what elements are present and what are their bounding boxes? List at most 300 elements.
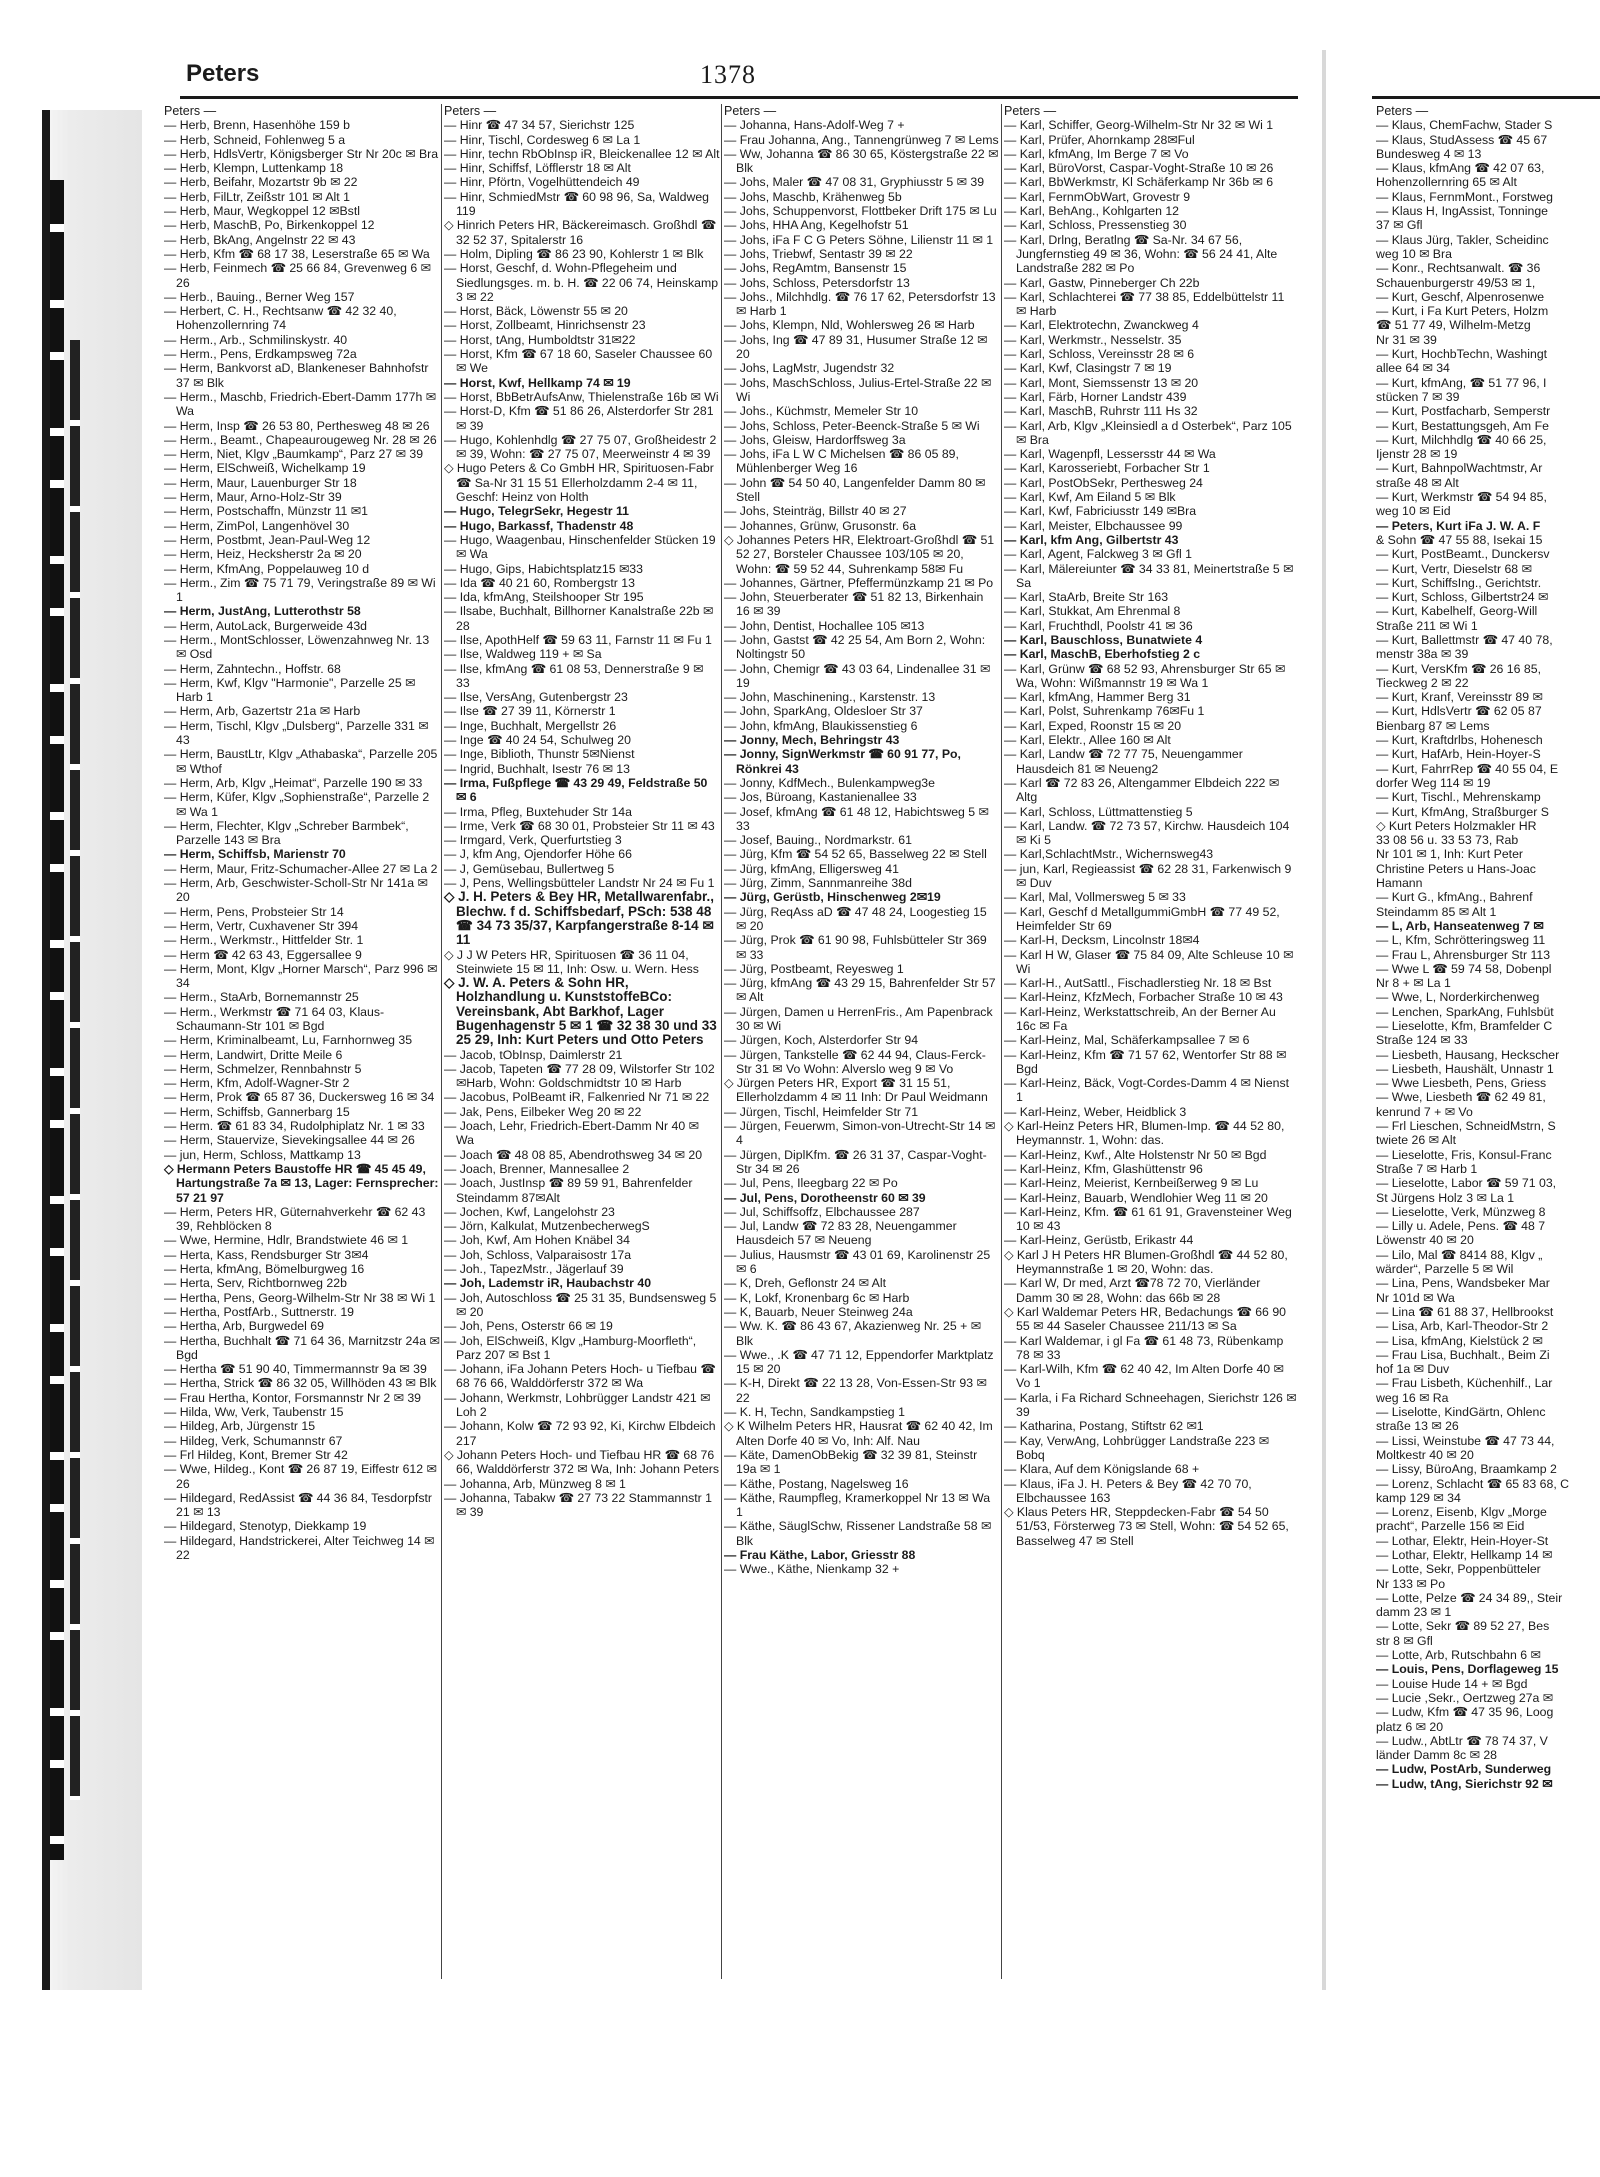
directory-entry: — Johs., Milchhdlg. ☎ 76 17 62, Petersdorfstr 13 ✉ Harb 1 — [724, 289, 996, 319]
directory-entry: — Herm, Schiffsb, Marienstr 70 — [164, 847, 346, 862]
directory-entry: — Jürg, Kfm ☎ 54 52 65, Basselweg 22 ✉ Stell — [724, 847, 987, 862]
directory-entry: — Johs, Gleisw, Hardorffsweg 3a — [724, 432, 906, 447]
directory-entry: ◇ Klaus Peters HR, Steppdecken-Fabr ☎ 54 50 51/53, Försterweg 73 ✉ Stell, Wohn: ☎ 54 52 65, Basselweg 47 ✉ Stell — [1004, 1505, 1289, 1548]
directory-entry: — Herb, MaschB, Po, Birkenkoppel 12 — [164, 218, 375, 233]
directory-entry: — Herm., StaArb, Bornemannstr 25 — [164, 990, 359, 1005]
directory-entry: — Johs, HHA Ang, Kegelhofstr 51 — [724, 218, 909, 233]
directory-entry: Bienbarg 87 ✉ Lems — [1376, 718, 1490, 733]
directory-entry: — Hertha, Arb, Burgwedel 69 — [164, 1319, 324, 1334]
directory-entry: Straße 124 ✉ 33 — [1376, 1033, 1468, 1048]
directory-entry: — Herm, Arb, Klgv „Heimat“, Parzelle 190 ✉ 33 — [164, 775, 423, 790]
directory-entry: — Herm, Stauervize, Sievekingsallee 44 ✉ 26 — [164, 1133, 415, 1148]
directory-entry: — Herm, Kwf, Klgv "Harmonie", Parzelle 25 ✉ Harb 1 — [164, 675, 416, 705]
directory-entry: — Jochen, Kwf, Langelohstr 23 — [444, 1204, 615, 1219]
directory-entry: Löwenstr 40 ✉ 20 — [1376, 1233, 1474, 1248]
directory-entry: — Karl-Heinz, Kfm ☎ 71 57 62, Wentorfer Str 88 ✉ Bgd — [1004, 1047, 1287, 1076]
directory-entry: — Herm, Niet, Klgv „Baumkamp“, Parz 27 ✉ 39 — [164, 447, 424, 462]
directory-entry: — Ww, Johanna ☎ 86 30 65, Köstergstraße 22 ✉ Blk — [724, 146, 999, 176]
directory-entry: stücken 7 ✉ 39 — [1376, 389, 1460, 404]
directory-entry: — Karl, Agent, Falckweg 3 ✉ Gfl 1 — [1004, 547, 1193, 562]
directory-entry: — Ingrid, Buchhalt, Isestr 76 ✉ 13 — [444, 761, 630, 776]
directory-entry: — Jürgen, Damen u HerrenFris., Am Papenbrack 30 ✉ Wi — [724, 1004, 993, 1033]
directory-entry: — Herm, Tischl, Klgv „Dulsberg“, Parzelle 331 ✉ 43 — [164, 718, 429, 748]
directory-entry: — Ilse, VersAng, Gutenbergstr 23 — [444, 690, 628, 705]
directory-entry: — Jul, Pens, Ileegbarg 22 ✉ Po — [724, 1176, 898, 1191]
directory-entry: — Irme, Verk ☎ 68 30 01, Probsteier Str 11 ✉ 43 — [444, 818, 715, 833]
directory-entry: ◇ Karl Waldemar Peters HR, Bedachungs ☎ 66 90 55 ✉ 44 Saseler Chaussee 211/13 ✉ Sa — [1004, 1304, 1286, 1334]
directory-entry: — Ilsabe, Buchhalt, Billhorner Kanalstraße 22b ✉ 28 — [444, 604, 714, 633]
directory-entry: — Johann, Werkmstr, Lohbrügger Landstr 421 ✉ Loh 2 — [444, 1390, 711, 1420]
directory-entry: — Karl, Meister, Elbchaussee 99 — [1004, 518, 1183, 533]
directory-entry: — Herm, Maur, Fritz-Schumacher-Allee 27 ✉ La 2 — [164, 861, 438, 876]
directory-entry: — John, Steuerberater ☎ 51 82 13, Birkenhain 16 ✉ 39 — [724, 590, 984, 619]
directory-entry: — Johs, Maler ☎ 47 08 31, Gryphiusstr 5 ✉ 39 — [724, 175, 985, 190]
directory-entry: — Josef, kfmAng ☎ 61 48 12, Habichtsweg 5 ✉ 33 — [724, 804, 989, 833]
directory-entry: twiete 26 ✉ Alt — [1376, 1133, 1457, 1148]
directory-entry: Straße 211 ✉ Wi 1 — [1376, 618, 1478, 633]
directory-entry: — Karl-H., AutSattl., Fischadlerstieg Nr. 18 ✉ Bst — [1004, 976, 1272, 991]
directory-column-2 — [442, 104, 720, 1984]
directory-entry: — Herbert, C. H., Rechtsanw ☎ 42 32 40, Hohenzollernring 74 — [164, 304, 397, 333]
directory-entry: — Karl-Heinz, Bäck, Vogt-Cordes-Damm 4 ✉ Nienst 1 — [1004, 1076, 1290, 1105]
directory-entry: — K, Dreh, Geflonstr 24 ✉ Alt — [724, 1276, 887, 1291]
directory-entry: — Horst, Kwf, Hellkamp 74 ✉ 19 — [444, 375, 631, 390]
directory-entry: — Herta, Serv, Richtbornweg 22b — [164, 1276, 347, 1291]
directory-entry: — Hugo, Waagenbau, Hinschenfelder Stücken 19 ✉ Wa — [444, 532, 716, 562]
directory-entry: — Herm, Zahntechn., Hoffstr. 68 — [164, 661, 341, 676]
directory-entry: — Kurt, i Fa Kurt Peters, Holzm — [1376, 304, 1549, 319]
directory-entry: — Lenchen, SparkAng, Fuhlsbüt — [1376, 1004, 1554, 1019]
directory-entry: — Herm, Arb, Gazertstr 21a ✉ Harb — [164, 704, 361, 719]
directory-entry: — Wwe Liesbeth, Pens, Griess — [1376, 1076, 1547, 1091]
directory-entry: — Horst-D, Kfm ☎ 51 86 26, Alsterdorfer Str 281 ✉ 39 — [444, 404, 714, 433]
directory-entry: — Karl, Exped, Roonstr 15 ✉ 20 — [1004, 718, 1182, 733]
directory-entry: — Herm, Vertr, Cuxhavener Str 394 — [164, 918, 359, 933]
directory-entry: Hamann — [1376, 876, 1423, 891]
directory-entry: — Karl, Landw ☎ 72 77 75, Neuengammer Hausdeich 81 ✉ Neueng2 — [1004, 747, 1243, 776]
directory-entry: pracht“, Parzelle 156 ✉ Eid — [1376, 1519, 1525, 1534]
directory-entry: — Kurt G., kfmAng., Bahrenf — [1376, 890, 1533, 905]
directory-entry: ◇ Karl J H Peters HR Blumen-Großhdl ☎ 44 52 80, Heymannstraße 1 ✉ 20, Wohn: das. — [1004, 1247, 1288, 1277]
directory-entry: — Herm, Schiffsb, Gannerbarg 15 — [164, 1104, 350, 1119]
directory-entry: platz 6 ✉ 20 — [1376, 1719, 1444, 1734]
directory-entry: — Hertha ☎ 51 90 40, Timmermannstr 9a ✉ 39 — [164, 1362, 427, 1377]
directory-entry: — Frl Lieschen, SchneidMstrn, S — [1376, 1119, 1556, 1134]
directory-entry: — Louise Hude 14 + ✉ Bgd — [1376, 1676, 1528, 1691]
directory-entry: — Johs, Steinträg, Billstr 40 ✉ 27 — [724, 504, 907, 519]
directory-entry: — Hugo, Gips, Habichtsplatz15 ✉33 — [444, 561, 643, 576]
directory-entry: — L, Arb, Hanseatenweg 7 ✉ — [1376, 918, 1544, 933]
directory-entry: — Lotte, Sekr, Poppenbütteler — [1376, 1562, 1541, 1577]
directory-entry: — Karl-Heinz, Bauarb, Wendlohier Weg 11 ✉ 20 — [1004, 1190, 1268, 1205]
directory-entry: — Johanna, Hans-Adolf-Weg 7 + — [724, 118, 905, 133]
directory-entry: — Lissi, Weinstube ☎ 47 73 44, — [1376, 1433, 1555, 1448]
directory-entry: — Kurt, Postfacharb, Semperstr — [1376, 404, 1551, 419]
directory-entry: — Lieselotte, Verk, Münzweg 8 — [1376, 1204, 1546, 1219]
directory-entry: — Herb, Schneid, Fohlenweg 5 a — [164, 132, 346, 147]
directory-entry: — Herm, JustAng, Lutterothstr 58 — [164, 604, 361, 619]
directory-entry: — Johs, Maschb, Krähenweg 5b — [724, 189, 902, 204]
directory-entry: — Jacob, tObInsp, Daimlerstr 21 — [444, 1047, 623, 1062]
directory-entry: — Kurt, Kraftdrlbs, Hohenesch — [1376, 733, 1543, 748]
directory-entry: — Ilse, Waldweg 119 + ✉ Sa — [444, 647, 602, 662]
directory-entry: — Jürg, kfmAng ☎ 43 29 15, Bahrenfelder Str 57 ✉ Alt — [724, 976, 996, 1005]
directory-entry: — John ☎ 54 50 40, Langenfelder Damm 80 ✉ Stell — [724, 475, 986, 505]
directory-entry: — Herb, HdlsVertr, Königsberger Str Nr 20c ✉ Bra — [164, 146, 439, 161]
running-head: Peters — [186, 60, 260, 87]
directory-entry: — Joh., TapezMstr., Jägerlauf 39 — [444, 1262, 624, 1277]
binding-shadow-stripe — [50, 180, 64, 1860]
directory-entry: — Horst, BbBetrAufsAnw, Thielenstraße 16b ✉ Wi — [444, 389, 719, 404]
directory-entry: Nr 31 ✉ 39 — [1376, 332, 1437, 347]
directory-entry: — Lorenz, Schlacht ☎ 65 83 68, C — [1376, 1476, 1570, 1491]
directory-entry: — Karl, PostObSekr, Perthesweg 24 — [1004, 475, 1203, 490]
directory-entry: — J, kfm Ang, Ojendorfer Höhe 66 — [444, 847, 632, 862]
directory-entry: — K, Lokf, Kronenbarg 6c ✉ Harb — [724, 1290, 910, 1305]
directory-entry: — Lucie ,Sekr., Oertzweg 27a ✉ — [1376, 1690, 1554, 1705]
directory-entry: Steindamm 85 ✉ Alt 1 — [1376, 904, 1497, 919]
directory-entry: — Kurt, Tischl., Mehrenskamp — [1376, 790, 1541, 805]
directory-entry: — Jürgen, Koch, Alsterdorfer Str 94 — [724, 1033, 919, 1048]
directory-entry: — Herta, Kass, Rendsburger Str 3✉4 — [164, 1247, 369, 1262]
directory-entry: — Joh, Lademstr iR, Haubachstr 40 — [444, 1276, 652, 1291]
directory-entry: ◇ Johann Peters Hoch- und Tiefbau HR ☎ 68 76 66, Walddörferstr 372 ✉ Wa, Inh: Johann Peters — [444, 1447, 719, 1477]
directory-entry: — Frl Hildeg, Kont, Bremer Str 42 — [164, 1447, 348, 1462]
directory-entry: — Hugo, Kohlenhdlg ☎ 27 75 07, Großheidestr 2 ✉ 39, Wohn: ☎ 27 75 07, Meerweinstr 4 ✉ 39 — [444, 432, 717, 462]
column-heading: Peters — — [724, 104, 777, 118]
directory-entry: — Klaus, FernmMont., Forstweg — [1376, 189, 1553, 204]
directory-entry: — Jul, Schiffsoffz, Elbchaussee 287 — [724, 1204, 920, 1219]
directory-entry: — Johanna, Arb, Münzweg 8 ✉ 1 — [444, 1476, 626, 1491]
directory-entry: ◇ Hugo Peters & Co GmbH HR, Spirituosen-Fabr ☎ Sa-Nr 31 15 51 Ellerholzdamm 2-4 ✉ 11, Geschf: Heinz von Holth — [444, 461, 714, 505]
directory-entry: 33 08 56 u. 33 53 73, Rab — [1376, 833, 1519, 848]
directory-entry: menstr 38a ✉ 39 — [1376, 647, 1469, 662]
directory-entry: — Jürg, ReqAss aD ☎ 47 48 24, Loogestieg 15 ✉ 20 — [724, 904, 987, 933]
directory-entry: — Kurt, HochbTechn, Washingt — [1376, 347, 1548, 362]
directory-entry: — Herm, Bankvorst aD, Blankeneser Bahnhofstr 37 ✉ Blk — [164, 361, 429, 390]
directory-entry: — John, Chemigr ☎ 43 03 64, Lindenallee 31 ✉ 19 — [724, 661, 991, 690]
directory-entry: — Johs, RegAmtm, Bansenstr 15 — [724, 261, 907, 276]
directory-entry: ◇ K Wilhelm Peters HR, Hausrat ☎ 62 40 42, Im Alten Dorfe 40 ✉ Vo, Inh: Alf. Nau — [724, 1419, 993, 1448]
directory-entry: — Kurt, KfmAng, Straßburger S — [1376, 804, 1549, 819]
directory-entry: — Herm, Postbmt, Jean-Paul-Weg 12 — [164, 532, 371, 547]
directory-entry: — Lorenz, Eisenb, Klgv „Morge — [1376, 1505, 1547, 1520]
directory-entry: — Karl, Werkmstr., Nesselstr. 35 — [1004, 332, 1182, 347]
directory-entry: — Inge, Buchhalt, Mergellstr 26 — [444, 718, 617, 733]
directory-entry: — Jul, Pens, Dorotheenstr 60 ✉ 39 — [724, 1190, 926, 1205]
directory-entry: — Inge, Biblioth, Thunstr 5✉Nienst — [444, 747, 635, 762]
directory-entry: — Käthe, Raumpfleg, Kramerkoppel Nr 13 ✉ Wa 1 — [724, 1490, 991, 1520]
directory-entry: — Liesbeth, Hausang, Heckscher — [1376, 1047, 1560, 1062]
directory-entry: — Jacobus, PolBeamt iR, Falkenried Nr 71 ✉ 22 — [444, 1090, 710, 1105]
directory-entry: — Jürg, kfmAng, Elligersweg 41 — [724, 861, 899, 876]
page-number: 1378 — [700, 60, 756, 89]
directory-entry: — Jürgen, DiplKfm. ☎ 26 31 37, Caspar-Voght-Str 34 ✉ 26 — [724, 1147, 987, 1176]
directory-entry: — jun, Herm, Schloss, Mattkamp 13 — [164, 1147, 361, 1162]
directory-entry: — Karl, BbWerkmstr, Kl Schäferkamp Nr 36b ✉ 6 — [1004, 175, 1274, 190]
directory-entry: Bundesweg 4 ✉ 13 — [1376, 146, 1482, 161]
directory-entry: — Hildegard, Handstrickerei, Alter Teichweg 14 ✉ 22 — [164, 1533, 435, 1562]
directory-entry: — Ida, kfmAng, Steilshooper Str 195 — [444, 590, 644, 605]
directory-entry: — Herm, Schmelzer, Rennbahnstr 5 — [164, 1061, 362, 1076]
directory-entry: — Ilse, kfmAng ☎ 61 08 53, Dennerstraße 9 ✉ 33 — [444, 661, 704, 690]
directory-column-3 — [722, 104, 1000, 1984]
directory-entry: — Irma, Pfleg, Buxtehuder Str 14a — [444, 804, 632, 819]
directory-entry: — Karl, Arb, Klgv „Kleinsiedl a d Osterbek“, Parz 105 ✉ Bra — [1004, 418, 1292, 447]
directory-entry: — Jul, Landw ☎ 72 83 28, Neuengammer Hausdeich 57 ✉ Neueng — [724, 1219, 957, 1248]
directory-entry: — Kurt, Schloss, Gilbertstr24 ✉ — [1376, 590, 1549, 605]
directory-entry: — Joh, ElSchweiß, Klgv „Hamburg-Moorfleth“, Parz 207 ✉ Bst 1 — [444, 1333, 697, 1362]
directory-entry: — Katharina, Postang, Stiftstr 62 ✉1 — [1004, 1419, 1204, 1434]
directory-entry: — Herm, Kfm, Adolf-Wagner-Str 2 — [164, 1076, 350, 1091]
directory-column-1 — [162, 104, 440, 1984]
directory-entry: — J, Pens, Wellingsbütteler Landstr Nr 24 ✉ Fu 1 — [444, 876, 715, 891]
directory-entry: — Herm, Arb, Geschwister-Scholl-Str Nr 141a ✉ 20 — [164, 876, 428, 905]
directory-entry: — Johann, iFa Johann Peters Hoch- u Tiefbau ☎ 68 76 66, Walddörferstr 372 ✉ Wa — [444, 1362, 716, 1391]
directory-entry: — Johs, Klempn, Nld, Wohlersweg 26 ✉ Harb — [724, 318, 975, 333]
directory-entry: — Kurt, Geschf, Alpenrosenwe — [1376, 289, 1545, 304]
binding-shadow-stripe — [70, 340, 80, 1800]
directory-entry: — Jonny, SignWerkmstr ☎ 60 91 77, Po, Rönkrei 43 — [724, 747, 961, 776]
directory-entry: — Irma, Fußpflege ☎ 43 29 49, Feldstraße 50 ✉ 6 — [444, 775, 708, 805]
directory-entry: — Joach ☎ 48 08 85, Abendrothsweg 34 ✉ 20 — [444, 1147, 703, 1162]
directory-entry: — Johs, Triebwf, Sentastr 39 ✉ 22 — [724, 246, 913, 261]
directory-entry: Nr 101 ✉ 1, Inh: Kurt Peter — [1376, 847, 1524, 862]
directory-entry: — Käthe, SäuglSchw, Rissener Landstraße 58 ✉ Blk — [724, 1519, 992, 1548]
directory-entry: — Ludw, Kfm ☎ 47 35 96, Loog — [1376, 1705, 1554, 1720]
directory-entry: — Herm., Arb., Schmilinskystr. 40 — [164, 332, 348, 347]
directory-entry: Schauenburgerstr 49/53 ✉ 1, — [1376, 275, 1536, 290]
directory-entry: — Johannes, Grünw, Grusonstr. 6a — [724, 518, 917, 533]
directory-entry: — Wwe, Hermine, Hdlr, Brandstwiete 46 ✉ 1 — [164, 1233, 409, 1248]
directory-entry: dorfer Weg 114 ✉ 19 — [1376, 775, 1491, 790]
directory-entry: — Karl, Wagenpfl, Lessersstr 44 ✉ Wa — [1004, 447, 1216, 462]
directory-entry: — Hugo, TelegrSekr, Hegestr 11 — [444, 504, 629, 519]
directory-entry: — Lina ☎ 61 88 37, Hellbrookst — [1376, 1304, 1554, 1319]
directory-entry: — Herm., Maschb, Friedrich-Ebert-Damm 177h ✉ Wa — [164, 389, 437, 419]
facing-page-column — [1374, 104, 1600, 1984]
directory-entry: — Jonny, KdfMech., Bulenkampweg3e — [724, 775, 935, 790]
directory-entry: — Joh, Autoschloss ☎ 25 31 35, Bundsensweg 5 ✉ 20 — [444, 1290, 717, 1319]
directory-entry: — Kurt, kfmAng, ☎ 51 77 96, I — [1376, 375, 1547, 390]
directory-entry: ◇ J. W. A. Peters & Sohn HR, Holzhandlung u. KunststoffeBCo: Vereinsbank, Abt Barkhof, Lager Bugenhagenstr 5 ✉ 1 ☎ 32 38 30 und 33 25 29, Inh: Kurt Peters und Otto Peters — [444, 975, 717, 1048]
directory-entry: — Karl, Färb, Horner Landstr 439 — [1004, 389, 1187, 404]
directory-entry: — Hildeg, Arb, Jürgenstr 15 — [164, 1419, 316, 1434]
directory-entry: Ijenstr 28 ✉ 19 — [1376, 447, 1458, 462]
directory-entry: — Wwe, Liesbeth ☎ 62 49 81, — [1376, 1090, 1546, 1105]
directory-entry: — Karl, Karosseriebt, Forbacher Str 1 — [1004, 461, 1210, 476]
directory-entry: Hohenzollernring 65 ✉ Alt — [1376, 175, 1517, 190]
directory-entry: — Herm., Beamt., Chapeaurougeweg Nr. 28 ✉ 26 — [164, 432, 437, 447]
directory-entry: — Karl, Schloss, Pressenstieg 30 — [1004, 218, 1187, 233]
directory-entry: — Karl H W, Glaser ☎ 75 84 09, Alte Schleuse 10 ✉ Wi — [1004, 947, 1294, 976]
directory-entry: — Klaus, StudAssess ☎ 45 67 — [1376, 132, 1548, 147]
directory-entry: — jun, Karl, Regieassist ☎ 62 28 31, Farkenwisch 9 ✉ Duv — [1004, 861, 1292, 891]
directory-entry: — Jürg, Postbeamt, Reyesweg 1 — [724, 961, 904, 976]
directory-entry: — Karl, Elektrotechn, Zwanckweg 4 — [1004, 318, 1199, 333]
directory-entry: ◇ Hermann Peters Baustoffe HR ☎ 45 45 49, Hartungstraße 7a ✉ 13, Lager: Fernsprecher: 57 21 97 — [164, 1161, 439, 1205]
directory-entry: — Herm, AutoLack, Burgerweide 43d — [164, 618, 368, 633]
directory-entry: — Karl, Grünw ☎ 68 52 93, Ahrensburger Str 65 ✉ Wa, Wohn: Wißmannstr 19 ✉ Wa 1 — [1004, 661, 1286, 690]
directory-entry: — Herm, Küfer, Klgv „Sophienstraße“, Parzelle 2 ✉ Wa 1 — [164, 790, 430, 819]
directory-entry: — Karl-Heinz, Meierist, Kernbeißerweg 9 ✉ Lu — [1004, 1176, 1259, 1191]
directory-entry: — Karl-H, Decksm, Lincolnstr 18✉4 — [1004, 933, 1200, 948]
directory-column-4 — [1002, 104, 1298, 1984]
directory-entry: wärder“, Parzelle 5 ✉ Wil — [1376, 1262, 1514, 1277]
directory-entry: — Hertha, Strick ☎ 86 32 05, Willhöden 43 ✉ Blk — [164, 1376, 437, 1391]
directory-entry: — Ida ☎ 40 21 60, Rombergstr 13 — [444, 575, 635, 590]
directory-entry: — Jürg, Prok ☎ 61 90 98, Fuhlsbütteler Str 369 ✉ 33 — [724, 933, 987, 962]
directory-entry: — Klaus Jürg, Takler, Scheidinc — [1376, 232, 1549, 247]
directory-entry: — K-H, Direkt ☎ 22 13 28, Von-Essen-Str 93 ✉ 22 — [724, 1376, 987, 1405]
column-heading: Peters — — [164, 104, 217, 118]
directory-entry: — Karl, Schlachterei ☎ 77 38 85, Eddelbüttelstr 11 ✉ Harb — [1004, 289, 1285, 319]
directory-entry: — Herb, Feinmech ☎ 25 66 84, Grevenweg 6 ✉ 26 — [164, 261, 431, 290]
directory-entry: — Herb, Brenn, Hasenhöhe 159 b — [164, 118, 350, 133]
directory-entry: — Karla, i Fa Richard Schneehagen, Sierichstr 126 ✉ 39 — [1004, 1390, 1297, 1420]
directory-entry: Nr 8 + ✉ La 1 — [1376, 976, 1451, 991]
directory-entry: — Karl, Drlng, Beratlng ☎ Sa-Nr. 34 67 56, Jungfernstieg 49 ✉ 36, Wohn: ☎ 56 24 41, Alte Landstraße 282 ✉ Po — [1004, 232, 1278, 276]
directory-entry: — Hertha, Buchhalt ☎ 71 64 36, Marnitzstr 24a ✉ Bgd — [164, 1333, 440, 1362]
directory-entry: — Joach, JustInsp ☎ 89 59 91, Bahrenfelder Steindamm 87✉Alt — [444, 1176, 693, 1205]
directory-entry: — Hertha, Pens, Georg-Wilhelm-Str Nr 38 ✉ Wi 1 — [164, 1290, 436, 1305]
directory-entry: — L, Kfm, Schrötteringsweg 11 — [1376, 933, 1546, 948]
directory-entry: — Kurt, Milchhdlg ☎ 40 66 25, — [1376, 432, 1547, 447]
directory-entry: — Karl-Heinz, KfzMech, Forbacher Straße 10 ✉ 43 — [1004, 990, 1283, 1005]
directory-entry: — Kurt, Kranf, Vereinsstr 89 ✉ — [1376, 690, 1543, 705]
directory-entry: — Kurt, BahnpolWachtmstr, Ar — [1376, 461, 1543, 476]
directory-entry: — Käte, DamenObBekig ☎ 32 39 81, Steinstr 19a ✉ 1 — [724, 1447, 978, 1477]
directory-entry: — Karl, Schiffer, Georg-Wilhelm-Str Nr 32 ✉ Wi 1 — [1004, 118, 1274, 133]
header-rule — [180, 96, 1298, 99]
directory-entry: — Konr., Rechtsanwalt. ☎ 36 — [1376, 261, 1541, 276]
directory-entry: — Jörn, Kalkulat, MutzenbecherwegS — [444, 1219, 650, 1234]
directory-entry: — Ww. K. ☎ 86 43 67, Akazienweg Nr. 25 + ✉ Blk — [724, 1319, 981, 1348]
directory-entry: — Karl, StaArb, Breite Str 163 — [1004, 590, 1169, 605]
directory-entry: — Karl, Prüfer, Ahornkamp 28✉Ful — [1004, 132, 1195, 147]
directory-entry: — Ludw, PostArb, Sunderweg — [1376, 1762, 1552, 1777]
directory-entry: — Horst, Geschf, d. Wohn-Pflegeheim und Siedlungsges. m. b. H. ☎ 22 06 74, Heinskamp 3 ✉ 22 — [444, 261, 719, 304]
directory-entry: — Karl, Fruchthdl, Poolstr 41 ✉ 36 — [1004, 618, 1193, 633]
directory-entry: — Jacob, Tapeten ☎ 77 28 09, Wilstorfer Str 102✉Harb, Wohn: Goldschmidtstr 10 ✉ Harb — [444, 1061, 715, 1091]
directory-entry: — Frau Lisa, Buchhalt., Beim Zi — [1376, 1347, 1550, 1362]
directory-entry: — Johs, iFa L W C Michelsen ☎ 86 05 89, Mühlenberger Weg 16 — [724, 447, 959, 476]
directory-entry: — Joach, Brenner, Mannesallee 2 — [444, 1161, 630, 1176]
directory-entry: — K. H, Techn, Sandkampstieg 1 — [724, 1405, 905, 1420]
directory-entry: — Hildegard, RedAssist ☎ 44 36 84, Tesdorpfstr 21 ✉ 13 — [164, 1490, 432, 1520]
directory-entry: — Karl, Kwf, Fabriciusstr 149 ✉Bra — [1004, 504, 1197, 519]
directory-entry: — John, SparkAng, Oldesloer Str 37 — [724, 704, 923, 719]
directory-entry: weg 16 ✉ Ra — [1376, 1390, 1449, 1405]
directory-entry: — Karl, kfm Ang, Gilbertstr 43 — [1004, 532, 1179, 547]
directory-entry: — Johs, MaschSchloss, Julius-Ertel-Straße 22 ✉ Wi — [724, 375, 992, 404]
directory-entry: — Karl, FernmObWart, Grovestr 9 — [1004, 189, 1191, 204]
directory-entry: weg 10 ✉ Eid — [1376, 504, 1451, 519]
directory-entry: — Liselotte, KindGärtn, Ohlenc — [1376, 1405, 1546, 1420]
directory-entry: — Liesbeth, Haushält, Unnastr 1 — [1376, 1061, 1554, 1076]
directory-entry: ◇ Karl-Heinz Peters HR, Blumen-Imp. ☎ 44 52 80, Heymannstr. 1, Wohn: das. — [1004, 1119, 1285, 1148]
directory-entry: — Frau L, Ahrensburger Str 113 — [1376, 947, 1551, 962]
directory-entry: — Karl, MaschB, Ruhrstr 111 Hs 32 — [1004, 404, 1198, 419]
directory-entry: — Karl, Gastw, Pinneberger Ch 22b — [1004, 275, 1200, 290]
directory-entry: — J, Gemüsebau, Bullertweg 5 — [444, 861, 615, 876]
directory-entry: — Herm, Mont, Klgv „Horner Marsch“, Parz 996 ✉ 34 — [164, 961, 438, 991]
directory-entry: — Hinr, Pförtn, Vogelhüttendeich 49 — [444, 175, 640, 190]
directory-entry: — Lisa, Arb, Karl-Theodor-Str 2 — [1376, 1319, 1549, 1334]
directory-entry: — Kurt, Werkmstr ☎ 54 94 85, — [1376, 490, 1547, 505]
directory-entry: — Klaus, ChemFachw, Stader S — [1376, 118, 1553, 133]
directory-entry: — Irmgard, Verk, Querfurtstieg 3 — [444, 833, 622, 848]
directory-entry: — Hinr, Tischl, Cordesweg 6 ✉ La 1 — [444, 132, 641, 147]
directory-entry: — Kurt, Vertr, Dieselstr 68 ✉ — [1376, 561, 1532, 576]
directory-entry: — Herm, Maur, Lauenburger Str 18 — [164, 475, 357, 490]
directory-entry: Nr 133 ✉ Po — [1376, 1576, 1446, 1591]
directory-entry: Tieckweg 2 ✉ 22 — [1376, 675, 1469, 690]
directory-entry: — Joh, Kwf, Am Hohen Knäbel 34 — [444, 1233, 630, 1248]
directory-entry: — Karl, Schloss, Vereinsstr 28 ✉ 6 — [1004, 347, 1195, 362]
directory-entry: — Wwe., Käthe, Nienkamp 32 + — [724, 1562, 900, 1577]
directory-entry: ◇ J J W Peters HR, Spirituosen ☎ 36 11 04, Steinwiete 15 ✉ 11, Inh: Osw. u. Wern. Hess — [444, 947, 699, 976]
directory-entry: — Herm., Pens, Erdkampsweg 72a — [164, 347, 357, 362]
directory-entry: — Wwe., .K ☎ 47 71 12, Eppendorfer Marktplatz 15 ✉ 20 — [724, 1347, 994, 1377]
directory-entry: — Herm ☎ 42 63 43, Eggersallee 9 — [164, 947, 362, 962]
directory-entry: — Frau Hertha, Kontor, Forsmannstr Nr 2 ✉ 39 — [164, 1390, 422, 1405]
directory-entry: — Klara, Auf dem Königslande 68 + — [1004, 1462, 1200, 1477]
directory-entry: — Lina, Pens, Wandsbeker Mar — [1376, 1276, 1550, 1291]
directory-entry: — Hildegard, Stenotyp, Diekkamp 19 — [164, 1519, 367, 1534]
directory-entry: länder Damm 8c ✉ 28 — [1376, 1748, 1498, 1763]
directory-entry: — Kurt, Ballettmstr ☎ 47 40 78, — [1376, 632, 1553, 647]
directory-entry: — Karl, Kwf, Clasingstr 7 ✉ 19 — [1004, 361, 1172, 376]
directory-entry: allee 64 ✉ 34 — [1376, 361, 1450, 376]
directory-entry: — K, Bauarb, Neuer Steinweg 24a — [724, 1304, 913, 1319]
directory-entry: — Karl, Bauschloss, Bunatwiete 4 — [1004, 632, 1203, 647]
directory-entry: — Karl, Stukkat, Am Ehrenmal 8 — [1004, 604, 1181, 619]
directory-entry: — Karl-Heinz, Kwf., Alte Holstenstr Nr 50 ✉ Bgd — [1004, 1147, 1267, 1162]
directory-entry: — Lotte, Sekr ☎ 89 52 27, Bes — [1376, 1619, 1550, 1634]
directory-entry: — Herm, Pens, Probsteier Str 14 — [164, 904, 344, 919]
directory-entry: — Herm, Insp ☎ 26 53 80, Perthesweg 48 ✉ 26 — [164, 418, 430, 433]
directory-entry: — Klaus, iFa J. H. Peters & Bey ☎ 42 70 70, Elbchaussee 163 — [1004, 1476, 1252, 1505]
directory-entry: — Klaus H, IngAssist, Tonninge — [1376, 204, 1549, 219]
directory-entry: Nr 101d ✉ Wa — [1376, 1290, 1455, 1305]
directory-entry: — Josef, Bauing., Nordmarkstr. 61 — [724, 833, 912, 848]
directory-entry: — Herm, ElSchweiß, Wichelkamp 19 — [164, 461, 366, 476]
directory-entry: — Karl, kfmAng, Im Berge 7 ✉ Vo — [1004, 146, 1189, 161]
directory-entry: — Joh, Schloss, Valparaisostr 17a — [444, 1247, 632, 1262]
directory-entry: — Hugo, Barkassf, Thadenstr 48 — [444, 518, 634, 533]
directory-entry: — Herm, Heiz, Hecksherstr 2a ✉ 20 — [164, 547, 362, 562]
directory-entry: — Horst, Bäck, Löwenstr 55 ✉ 20 — [444, 304, 628, 319]
directory-entry: — Karl Waldemar, i gl Fa ☎ 61 48 73, Rübenkamp 78 ✉ 33 — [1004, 1333, 1284, 1362]
directory-entry: — Kurt, HdlsVertr ☎ 62 05 87 — [1376, 704, 1542, 719]
directory-entry: — Karl, Mont, Siemssenstr 13 ✉ 20 — [1004, 375, 1199, 390]
directory-entry: — Joh, Pens, Osterstr 66 ✉ 19 — [444, 1319, 613, 1334]
directory-entry: — Kurt, PostBeamt., Dunckersv — [1376, 547, 1550, 562]
directory-entry: — Karl, Mal, Vollmersweg 5 ✉ 33 — [1004, 890, 1186, 905]
directory-entry: — Horst, Kfm ☎ 67 18 60, Saseler Chaussee 60 ✉ We — [444, 347, 713, 376]
directory-entry: — Inge ☎ 40 24 54, Schulweg 20 — [444, 733, 631, 748]
directory-entry: — Herm, Maur, Arno-Holz-Str 39 — [164, 490, 342, 505]
directory-entry: — Karl ☎ 72 83 26, Altengammer Elbdeich 222 ✉ Altg — [1004, 775, 1280, 805]
directory-entry: — Jos, Büroang, Kastanienallee 33 — [724, 790, 917, 805]
directory-entry: — Karl-Heinz, Kfm, Glashüttenstr 96 — [1004, 1161, 1203, 1176]
directory-entry: hof 1a ✉ Duv — [1376, 1362, 1450, 1377]
directory-entry: — Kurt, Bestattungsgeh, Am Fe — [1376, 418, 1549, 433]
directory-entry: damm 23 ✉ 1 — [1376, 1605, 1452, 1620]
directory-entry: — Horst, tAng, Humboldtstr 31✉22 — [444, 332, 636, 347]
directory-entry: — Frau Käthe, Labor, Griesstr 88 — [724, 1547, 916, 1562]
